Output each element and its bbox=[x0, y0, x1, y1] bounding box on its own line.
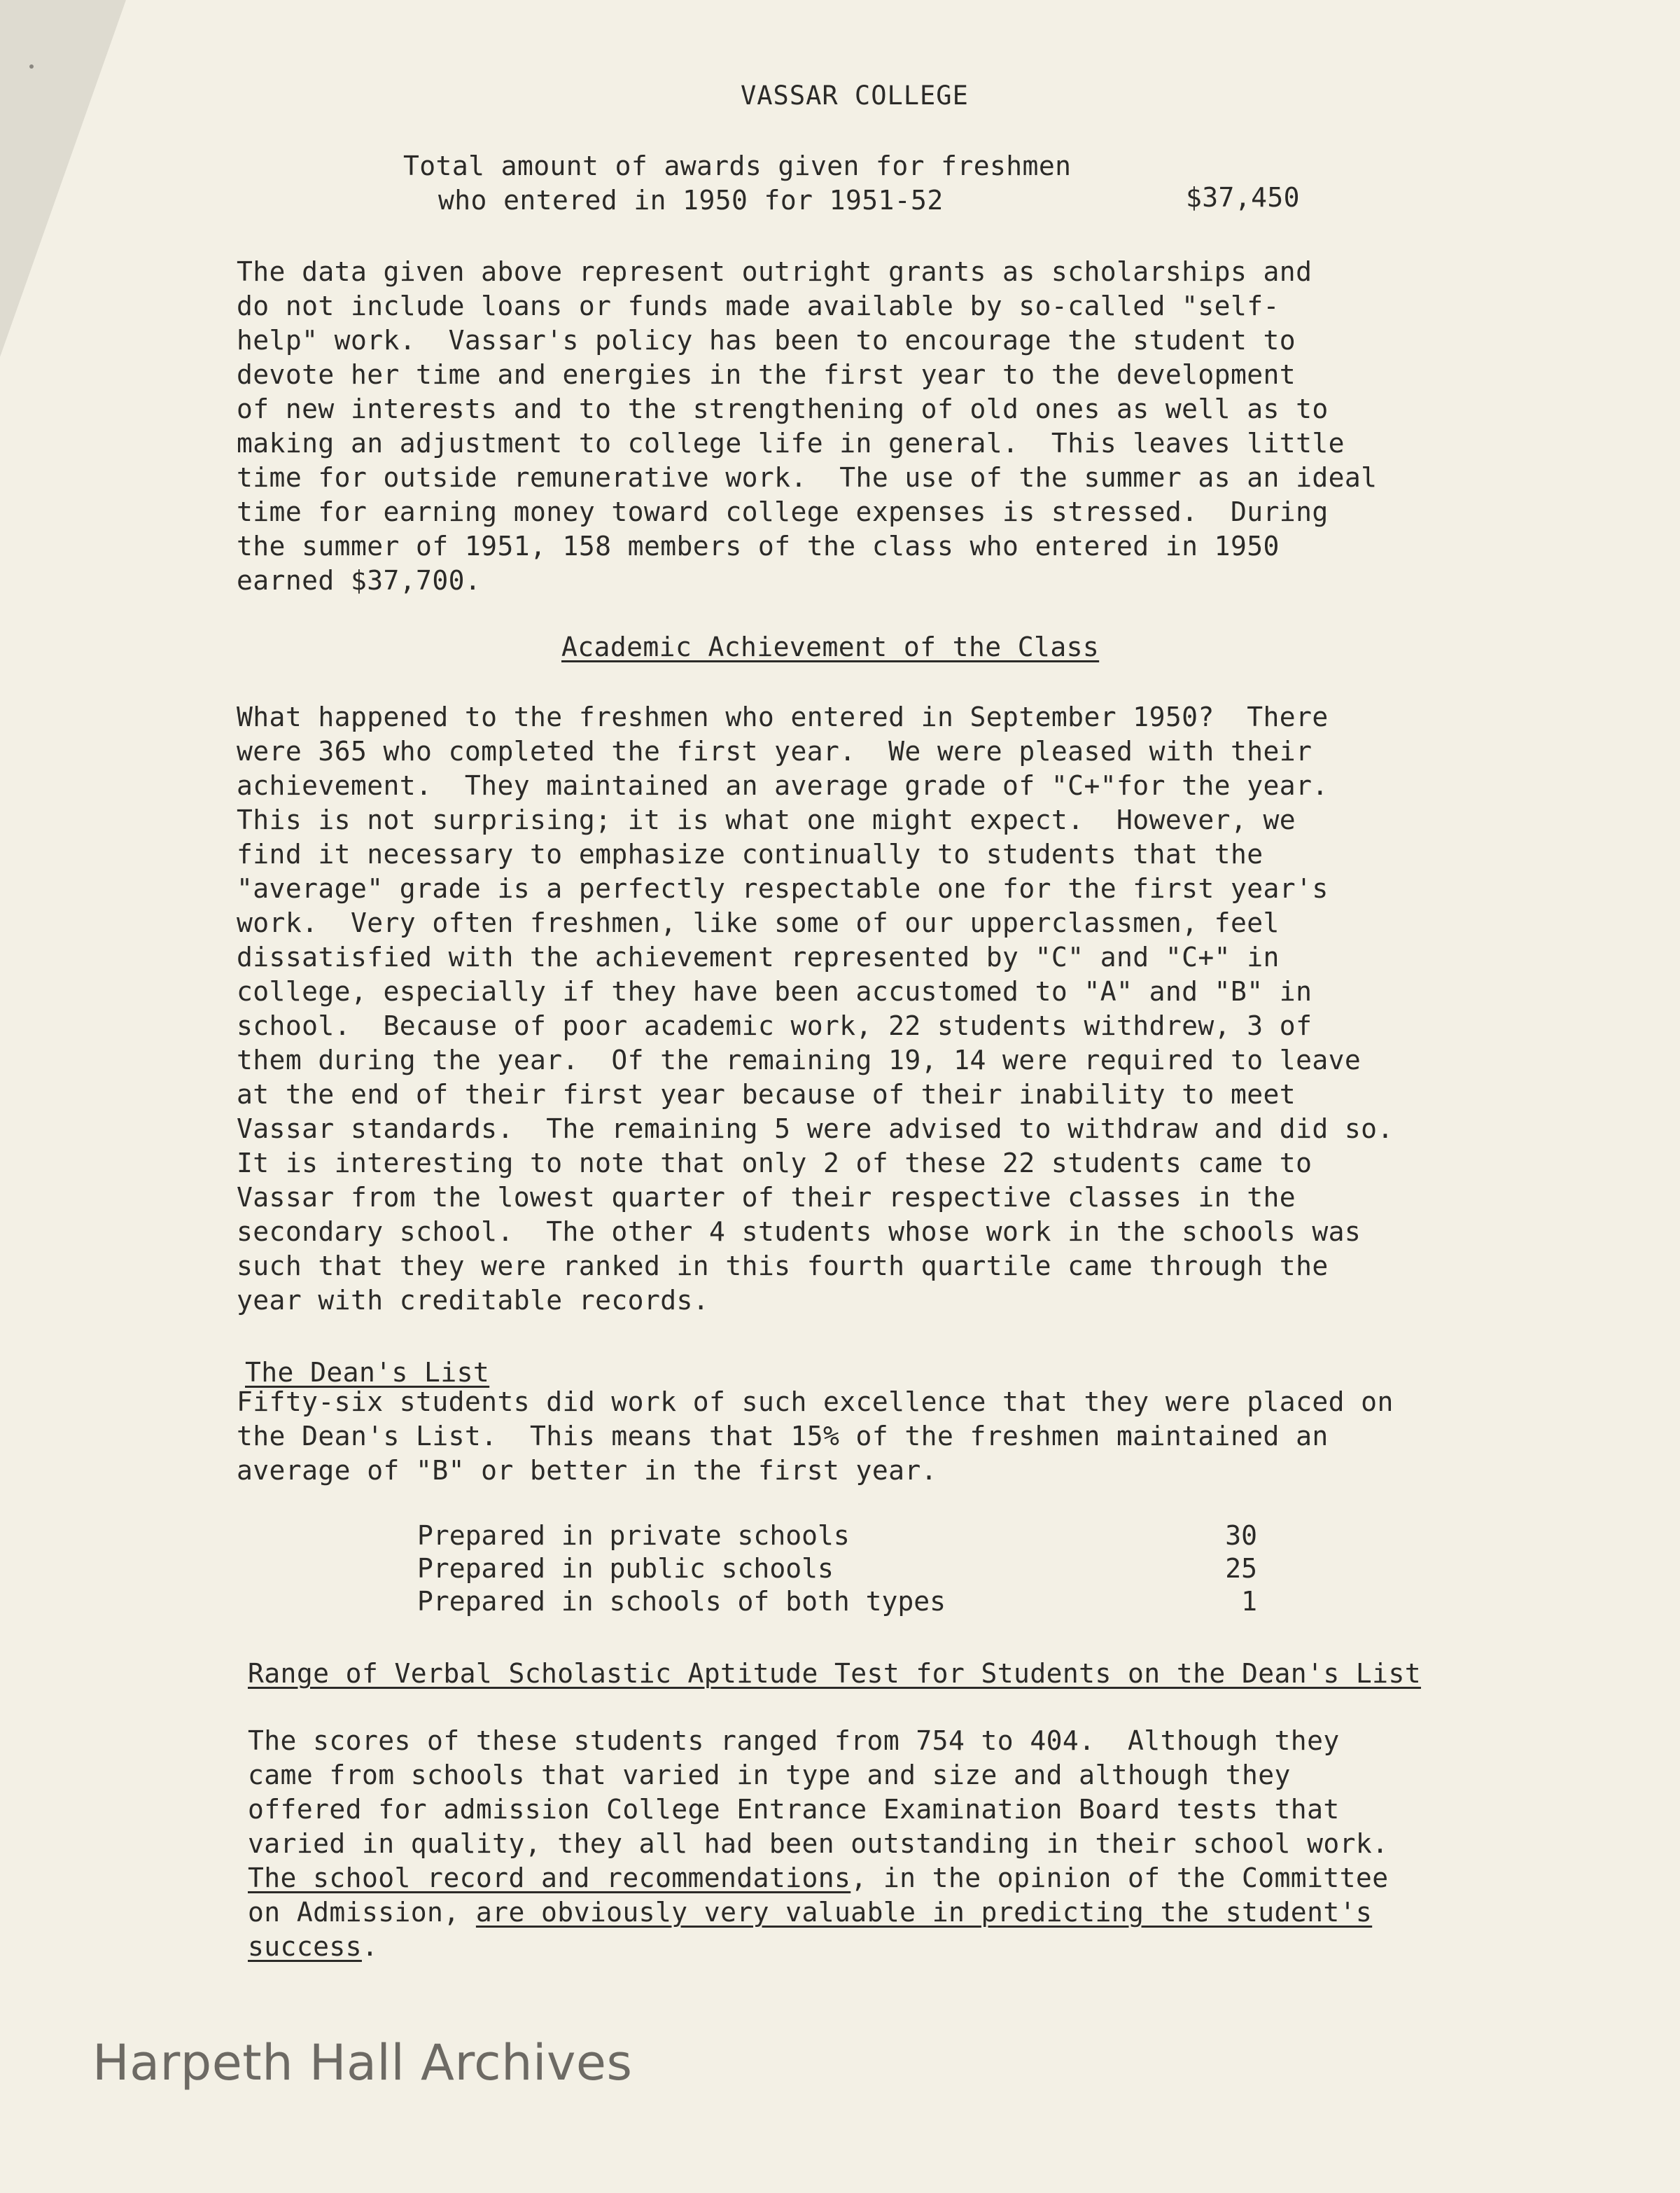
underlined-text: success bbox=[248, 1931, 362, 1962]
text-line: offered for admission College Entrance Examination Board tests that bbox=[248, 1794, 1340, 1825]
text-line: devote her time and energies in the first year to the development bbox=[237, 359, 1296, 390]
text-line bbox=[248, 1895, 1494, 1930]
text-fragment: on Admission, bbox=[248, 1897, 476, 1928]
text-line: school. Because of poor academic work, 22 students withdrew, 3 of bbox=[237, 1010, 1312, 1041]
text-line: This is not surprising; it is what one might expect. However, we bbox=[237, 805, 1296, 835]
text-line bbox=[248, 1861, 1494, 1895]
awards-label-line2: who entered in 1950 for 1951-52 bbox=[438, 185, 944, 216]
text-line: achievement. They maintained an average grade of "C+"for the year. bbox=[237, 770, 1329, 801]
underlined-text: The school record and recommendations bbox=[248, 1863, 851, 1893]
text-line: the Dean's List. This means that 15% of the freshmen maintained an bbox=[237, 1421, 1329, 1451]
heading-sat-range bbox=[248, 1657, 1508, 1691]
text-line: The scores of these students ranged from 754 to 404. Although they bbox=[248, 1725, 1340, 1756]
paragraph-sat-range bbox=[248, 1724, 1494, 1964]
paragraph-grants bbox=[237, 255, 1483, 598]
heading-deans-list-text: The Dean's List bbox=[245, 1357, 490, 1388]
awards-amount: $37,450 bbox=[1186, 182, 1300, 213]
table-row bbox=[417, 1585, 1257, 1618]
table-row bbox=[417, 1519, 1257, 1552]
awards-label-line1: Total amount of awards given for freshmen bbox=[403, 151, 1072, 181]
text-line: were 365 who completed the first year. We were pleased with their bbox=[237, 736, 1312, 767]
text-line: earned $37,700. bbox=[237, 565, 482, 596]
text-line: do not include loans or funds made available by so-called "self- bbox=[237, 291, 1280, 321]
text-line: time for outside remunerative work. The use of the summer as an ideal bbox=[237, 462, 1378, 493]
text-fragment: . bbox=[361, 1931, 379, 1962]
text-line: varied in quality, they all had been outstanding in their school work. bbox=[248, 1828, 1389, 1859]
archive-watermark: Harpeth Hall Archives bbox=[92, 2034, 633, 2091]
text-line: The data given above represent outright grants as scholarships and bbox=[237, 256, 1312, 287]
prep-label: Prepared in schools of both types bbox=[417, 1586, 946, 1617]
text-line: year with creditable records. bbox=[237, 1285, 710, 1316]
table-row bbox=[417, 1552, 1257, 1585]
text-line bbox=[248, 1930, 1494, 1964]
prep-count: 25 bbox=[1225, 1553, 1257, 1584]
text-line: dissatisfied with the achievement represented by "C" and "C+" in bbox=[237, 942, 1280, 973]
heading-sat-range-text: Range of Verbal Scholastic Aptitude Test for Students on the Dean's List bbox=[248, 1658, 1422, 1689]
text-line: What happened to the freshmen who entered in September 1950? There bbox=[237, 702, 1329, 732]
underlined-text: are obviously very valuable in predicting the student's bbox=[475, 1897, 1373, 1928]
text-line: Vassar standards. The remaining 5 were advised to withdraw and did so. bbox=[237, 1113, 1394, 1144]
prep-count: 1 bbox=[1241, 1586, 1257, 1617]
paragraph-achievement bbox=[237, 700, 1483, 1318]
page-title: VASSAR COLLEGE bbox=[741, 81, 969, 111]
text-line: at the end of their first year because of their inability to meet bbox=[237, 1079, 1296, 1110]
paper-speck bbox=[29, 64, 34, 69]
text-line: "average" grade is a perfectly respectable one for the first year's bbox=[237, 873, 1329, 904]
heading-academic-achievement bbox=[561, 630, 1099, 664]
text-line: Vassar from the lowest quarter of their respective classes in the bbox=[237, 1182, 1296, 1213]
text-line: the summer of 1951, 158 members of the class who entered in 1950 bbox=[237, 531, 1280, 562]
prep-label: Prepared in public schools bbox=[417, 1553, 834, 1584]
text-line: came from schools that varied in type and size and although they bbox=[248, 1760, 1291, 1790]
text-line: secondary school. The other 4 students whose work in the schools was bbox=[237, 1216, 1362, 1247]
text-line: Fifty-six students did work of such excellence that they were placed on bbox=[237, 1386, 1394, 1417]
paragraph-deans-list bbox=[237, 1385, 1483, 1488]
text-line: It is interesting to note that only 2 of these 22 students came to bbox=[237, 1148, 1312, 1178]
text-line: of new interests and to the strengthening of old ones as well as to bbox=[237, 394, 1329, 424]
text-fragment: , in the opinion of the Committee bbox=[850, 1863, 1389, 1893]
text-line: such that they were ranked in this fourth quartile came through the bbox=[237, 1251, 1329, 1281]
text-line: them during the year. Of the remaining 19, 14 were required to leave bbox=[237, 1045, 1362, 1075]
prep-label: Prepared in private schools bbox=[417, 1520, 850, 1551]
text-line: average of "B" or better in the first year. bbox=[237, 1455, 937, 1486]
heading-academic-achievement-text: Academic Achievement of the Class bbox=[561, 632, 1100, 662]
text-line: work. Very often freshmen, like some of our upperclassmen, feel bbox=[237, 907, 1280, 938]
text-line: college, especially if they have been accustomed to "A" and "B" in bbox=[237, 976, 1312, 1007]
text-line: help" work. Vassar's policy has been to encourage the student to bbox=[237, 325, 1296, 356]
text-line: time for earning money toward college expenses is stressed. During bbox=[237, 496, 1329, 527]
text-line: making an adjustment to college life in general. This leaves little bbox=[237, 428, 1345, 459]
text-line: find it necessary to emphasize continually to students that the bbox=[237, 839, 1264, 870]
preparation-table bbox=[417, 1519, 1257, 1618]
prep-count: 30 bbox=[1225, 1520, 1257, 1551]
